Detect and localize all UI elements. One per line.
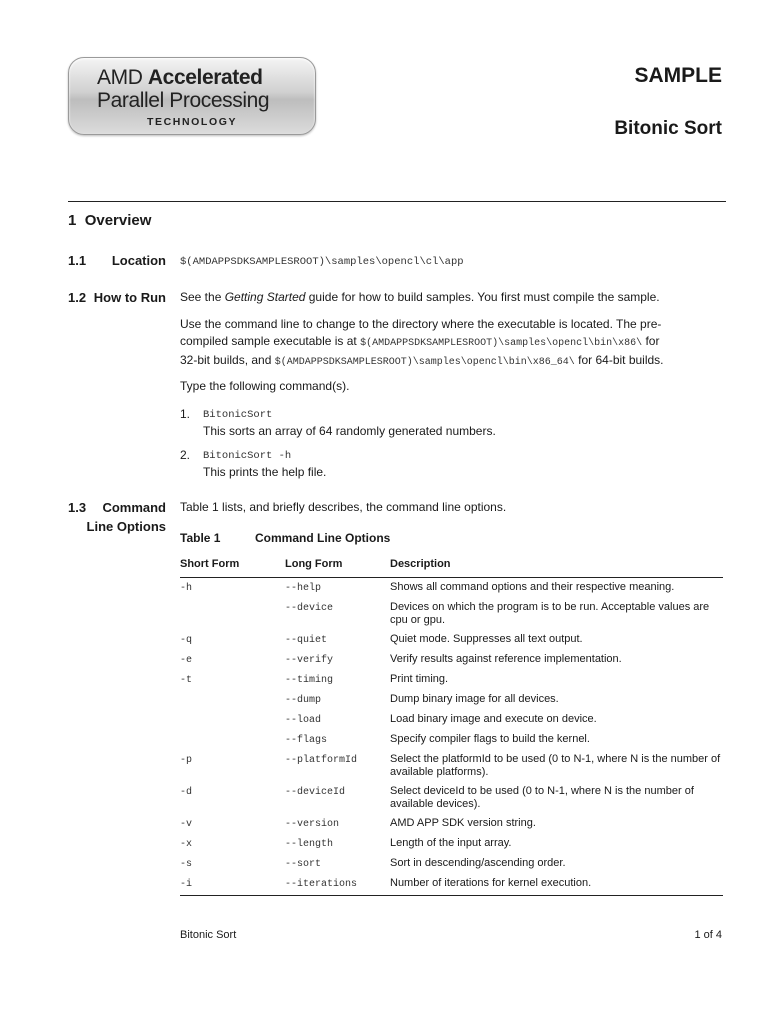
table-row [180, 834, 723, 854]
footer-doc-title: Bitonic Sort [180, 929, 237, 941]
text-run: compiled sample executable is at [180, 334, 361, 348]
table-row [180, 690, 723, 710]
short-form-cell: -q [180, 635, 193, 646]
table-row [180, 650, 723, 670]
column-header: Description [390, 555, 723, 578]
section-1-1-heading [68, 251, 166, 270]
footer-page-number: 1 of 4 [694, 929, 722, 941]
table-row [180, 874, 723, 896]
options-intro: Table 1 lists, and briefly describes, the command line options. [180, 500, 507, 514]
long-form-cell: --length [285, 839, 334, 850]
command-list-item [180, 406, 496, 440]
long-form-cell: --dump [285, 695, 322, 706]
table-caption [180, 531, 391, 545]
description-cell: Select deviceId to be used (0 to N-1, where N is the number of available devices). [390, 785, 694, 810]
long-form-cell: --platformId [285, 755, 358, 766]
section-title-line-2: Line Options [86, 519, 166, 534]
logo-line-3: TECHNOLOGY [147, 116, 238, 128]
long-form-cell: --version [285, 819, 340, 830]
short-form-cell [180, 690, 285, 710]
description-cell: Verify results against reference implementation. [390, 653, 622, 665]
description-cell: AMD APP SDK version string. [390, 817, 536, 829]
long-form-cell: --iterations [285, 874, 390, 896]
description-cell: Dump binary image for all devices. [390, 693, 559, 705]
command-text: BitonicSort -h [203, 450, 292, 462]
header-divider [68, 201, 726, 202]
column-header: Short Form [180, 555, 285, 578]
column-header: Long Form [285, 555, 390, 578]
short-form-cell: -t [180, 675, 193, 686]
description-cell: Print timing. [390, 673, 449, 685]
command-description: This prints the help file. [203, 465, 327, 479]
short-form-cell: -h [180, 583, 193, 594]
paragraph-line [180, 333, 730, 352]
section-title: Overview [84, 212, 152, 229]
long-form-cell: --help [285, 583, 322, 594]
paragraph-line: Use the command line to change to the directory where the executable is located. The pre- [180, 317, 662, 331]
getting-started-reference: Getting Started [224, 290, 306, 304]
short-form-cell [180, 598, 285, 630]
document-type: SAMPLE [634, 64, 722, 87]
long-form-cell: --device [285, 603, 334, 614]
paragraph-line [180, 352, 730, 371]
long-form-cell: --sort [285, 859, 322, 870]
section-1-heading [68, 212, 151, 229]
description-cell: Shows all command options and their respective meaning. [390, 581, 675, 593]
text-run: See the [180, 290, 225, 304]
table-row [180, 814, 723, 834]
command-line-options-table [180, 555, 723, 896]
section-1-3-heading [68, 498, 166, 536]
short-form-cell: -i [180, 874, 285, 896]
text-run: for 64-bit builds. [574, 353, 664, 367]
amd-app-logo [68, 57, 316, 135]
section-number: 1.3 [68, 500, 87, 515]
description-cell: Select the platformId to be used (0 to N-1, where N is the number of available platforms). [390, 753, 721, 778]
table-row [180, 750, 723, 782]
table-label: Table 1 [180, 531, 221, 545]
section-title-line-1: Command [102, 500, 166, 515]
table-row [180, 598, 723, 630]
section-title: How to Run [93, 290, 166, 305]
document-title: Bitonic Sort [614, 118, 722, 139]
short-form-cell: -e [180, 655, 193, 666]
description-cell: Specify compiler flags to build the kernel. [390, 733, 590, 745]
how-to-run-paragraph-2 [180, 316, 730, 371]
text-run: 32-bit builds, and [180, 353, 275, 367]
how-to-run-paragraph-3: Type the following command(s). [180, 379, 350, 393]
description-cell: Quiet mode. Suppresses all text output. [390, 633, 583, 645]
table-title: Command Line Options [255, 531, 391, 545]
table-row [180, 782, 723, 814]
long-form-cell: --flags [285, 735, 328, 746]
description-cell: Load binary image and execute on device. [390, 713, 597, 725]
table-row [180, 670, 723, 690]
short-form-cell: -p [180, 755, 193, 766]
short-form-cell [180, 710, 285, 730]
section-number: 1.1 [68, 253, 87, 268]
location-path: $(AMDAPPSDKSAMPLESROOT)\samples\opencl\cl\app [180, 256, 464, 268]
command-description: This sorts an array of 64 randomly generated numbers. [203, 424, 496, 438]
logo-line-1 [97, 66, 263, 90]
logo-line-2: Parallel Processing [97, 89, 270, 112]
list-number: 1. [180, 407, 191, 421]
table-row [180, 630, 723, 650]
table-row [180, 710, 723, 730]
short-form-cell: -s [180, 859, 193, 870]
description-cell: Sort in descending/ascending order. [390, 857, 566, 869]
long-form-cell: --load [285, 715, 322, 726]
section-title: Location [111, 253, 166, 268]
logo-amd: AMD [97, 66, 148, 89]
long-form-cell: --verify [285, 655, 334, 666]
x86-64-path: $(AMDAPPSDKSAMPLESROOT)\samples\opencl\bin\x86_64\ [274, 357, 575, 368]
section-1-2-heading [68, 288, 166, 307]
table-row [180, 730, 723, 750]
list-number: 2. [180, 448, 191, 462]
how-to-run-paragraph-1 [180, 289, 725, 306]
table-header-row [180, 555, 723, 578]
command-text: BitonicSort [203, 409, 273, 421]
long-form-cell: --quiet [285, 635, 328, 646]
short-form-cell: -v [180, 819, 193, 830]
table-row [180, 854, 723, 874]
long-form-cell: --timing [285, 675, 334, 686]
x86-path: $(AMDAPPSDKSAMPLESROOT)\samples\opencl\bin\x86\ [360, 338, 643, 349]
long-form-cell: --deviceId [285, 787, 346, 798]
text-run: guide for how to build samples. You first must compile the sample. [305, 290, 660, 304]
section-number: 1 [68, 212, 77, 229]
table-row [180, 578, 723, 599]
description-cell: Number of iterations for kernel execution. [390, 874, 723, 896]
section-number: 1.2 [68, 290, 87, 305]
short-form-cell: -d [180, 787, 193, 798]
text-run: for [642, 334, 660, 348]
description-cell: Devices on which the program is to be run. Acceptable values are cpu or gpu. [390, 601, 710, 626]
short-form-cell: -x [180, 839, 193, 850]
short-form-cell [180, 730, 285, 750]
description-cell: Length of the input array. [390, 837, 512, 849]
logo-accelerated: Accelerated [147, 66, 263, 89]
command-list-item [180, 447, 326, 481]
